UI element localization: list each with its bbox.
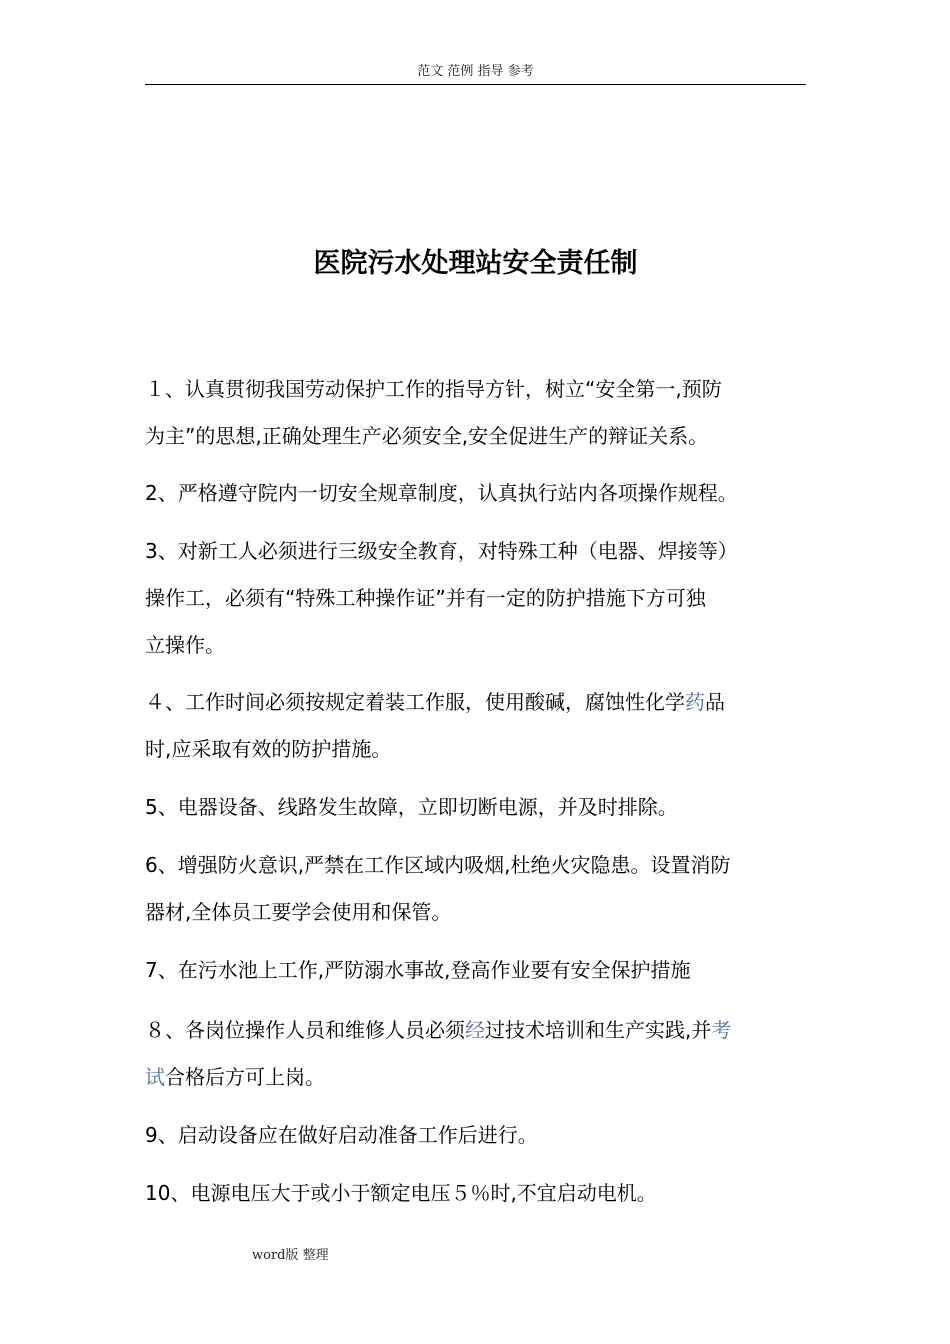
clause-3 <box>145 528 806 669</box>
clause-5-line-1: 5、电器设备、线路发生故障，立即切断电源，并及时排除。 <box>145 795 678 819</box>
clause-8-highlight-2: 考 <box>711 1018 732 1042</box>
footer-text: word版 整理 <box>252 1248 329 1263</box>
clause-6-line-1: 6、增强防火意识,严禁在工作区域内吸烟,杜绝火灾隐患。设置消防 <box>145 853 731 877</box>
clause-8-highlight-1: 经 <box>465 1018 485 1042</box>
clause-9 <box>145 1112 806 1159</box>
clause-3-line-2: 操作工，必须有“特殊工种操作证”并有一定的防护措施下方可独 <box>145 586 706 610</box>
document-title: 医院污水处理站安全责任制 <box>313 248 638 279</box>
clause-8-text-c: 合格后方可上岗。 <box>165 1065 325 1089</box>
clause-4-line-2: 时,应采取有效的防护措施。 <box>145 737 392 761</box>
clause-2-line-1: 2、严格遵守院内一切安全规章制度，认真执行站内各项操作规程。 <box>145 481 738 505</box>
clause-3-line-1: 3、对新工人必须进行三级安全教育，对特殊工种（电器、焊接等） <box>145 539 738 563</box>
clause-7 <box>145 947 806 994</box>
clause-1-line-1: １、认真贯彻我国劳动保护工作的指导方针，树立“安全第一,预防 <box>145 377 722 401</box>
clause-1-line-2: 为主”的思想,正确处理生产必须安全,安全促进生产的辩证关系。 <box>145 424 709 448</box>
clause-4-text-b: 品 <box>705 690 725 714</box>
page-footer <box>252 1246 329 1266</box>
clause-8-text-b: 过技术培训和生产实践,并 <box>485 1018 712 1042</box>
clause-8-line-2 <box>145 1054 806 1101</box>
clause-8-line-1 <box>145 1007 806 1054</box>
clause-10 <box>145 1170 806 1217</box>
clause-10-line-1: 10、电源电压大于或小于额定电压５％时,不宜启动电机。 <box>145 1181 657 1205</box>
clause-8 <box>145 1007 806 1101</box>
page-header <box>145 62 806 85</box>
header-text: 范文 范例 指导 参考 <box>417 64 534 79</box>
clause-4-line-1 <box>145 679 806 726</box>
clause-2 <box>145 470 806 517</box>
clause-8-highlight-3: 试 <box>145 1065 165 1089</box>
clause-5 <box>145 784 806 831</box>
clause-4-highlight: 药 <box>685 690 705 714</box>
clause-1 <box>145 366 806 460</box>
clause-4 <box>145 679 806 773</box>
clause-6-line-2: 器材,全体员工要学会使用和保管。 <box>145 900 452 924</box>
clause-3-line-3: 立操作。 <box>145 633 225 657</box>
clause-4-text-a: ４、工作时间必须按规定着装工作服，使用酸碱，腐蚀性化学 <box>145 690 685 714</box>
clause-6 <box>145 842 806 936</box>
clause-8-text-a: ８、各岗位操作人员和维修人员必须 <box>145 1018 465 1042</box>
clause-9-line-1: 9、启动设备应在做好启动准备工作后进行。 <box>145 1123 538 1147</box>
clause-7-line-1: 7、在污水池上工作,严防溺水事故,登高作业要有安全保护措施 <box>145 958 691 982</box>
